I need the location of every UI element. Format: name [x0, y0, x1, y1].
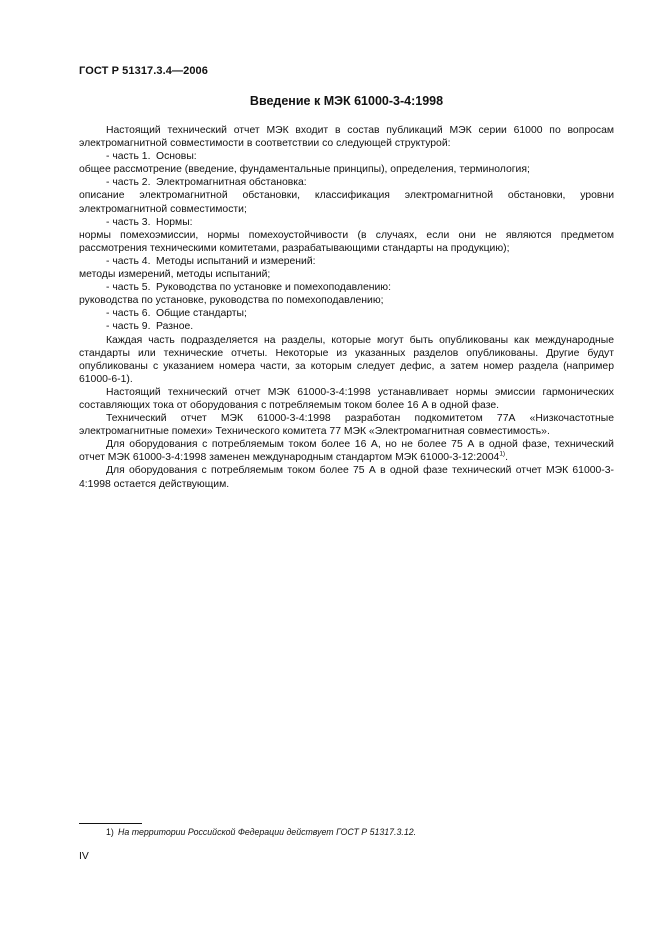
part-item — [79, 281, 614, 294]
part-description: нормы помехоэмиссии, нормы помехоустойчивости (в случаях, если они не являются предметом рассмотрения техническими комитетами, разрабатывающими стандарты на продукцию); — [79, 229, 614, 254]
paragraph-scope: Настоящий технический отчет МЭК 61000-3-4:1998 устанавливает нормы эмиссии гармонических составляющих тока от оборудования с потребляемым током более 16 А в одной фазе. — [79, 386, 614, 411]
part-description: методы измерений, методы испытаний; — [79, 269, 271, 281]
part-description: руководства по установке, руководства по помехоподавлению; — [79, 295, 384, 307]
part-item — [79, 216, 614, 229]
part-item — [79, 150, 614, 163]
part-name: Общие стандарты; — [156, 308, 247, 320]
part-label: - часть 3. — [106, 216, 151, 228]
paragraph-division: Каждая часть подразделяется на разделы, которые могут быть опубликованы как международные стандарты или технические отчеты. Некоторые из указанных разделов опубликованы. Другие будут опубликованы с указанием номера части, за которым следует дефис, а затем номер раздела (например 61000-6-1). — [79, 334, 614, 385]
part-name: Разное. — [156, 321, 194, 333]
part-label: - часть 6. — [106, 308, 151, 320]
paragraph-replaced-text: Для оборудования с потребляемым током более 16 А, но не более 75 А в одной фазе, технический отчет МЭК 61000-3-4:1998 заменен международным стандартом МЭК 61000-3-12:2004 — [79, 439, 614, 464]
footnote-marker: 1) — [106, 827, 114, 837]
section-title: Введение к МЭК 61000-3-4:1998 — [249, 94, 444, 108]
part-name: Нормы: — [156, 216, 193, 228]
footnote-divider — [79, 823, 142, 824]
footnote-text: На территории Российской Федерации действует ГОСТ Р 51317.3.12. — [118, 827, 417, 837]
part-name: Электромагнитная обстановка: — [156, 177, 307, 189]
part-description: общее рассмотрение (введение, фундаментальные принципы), определения, терминология; — [79, 164, 530, 176]
paragraph-developer: Технический отчет МЭК 61000-3-4:1998 разработан подкомитетом 77А «Низкочастотные электромагнитные помехи» Технического комитета 77 МЭК «Электромагнитная совместимость». — [79, 413, 614, 438]
part-item — [79, 307, 614, 320]
part-name: Руководства по установке и помехоподавлению: — [156, 282, 391, 294]
part-item — [79, 320, 614, 333]
part-label: - часть 9. — [106, 321, 151, 333]
part-item — [79, 255, 614, 268]
part-label: - часть 5. — [106, 282, 151, 294]
part-label: - часть 1. — [106, 151, 151, 163]
document-body — [79, 124, 614, 491]
footnote — [106, 827, 626, 837]
footnote-reference: 1) — [499, 450, 506, 458]
part-name: Методы испытаний и измерений: — [156, 255, 316, 267]
part-label: - часть 2. — [106, 177, 151, 189]
paragraph-valid: Для оборудования с потребляемым током более 75 А в одной фазе технический отчет МЭК 61000-3-4:1998 остается действующим. — [79, 465, 614, 490]
document-header: ГОСТ Р 51317.3.4—2006 — [79, 65, 208, 77]
paragraph-intro: Настоящий технический отчет МЭК входит в состав публикаций МЭК серии 61000 по вопросам электромагнитной совместимости в соответствии со следующей структурой: — [79, 125, 614, 150]
part-name: Основы: — [156, 151, 197, 163]
paragraph-replaced-end: . — [505, 452, 508, 464]
part-description: описание электромагнитной обстановки, классификация электромагнитной обстановки, уровни электромагнитной совместимости; — [79, 190, 614, 215]
page-number: IV — [79, 851, 89, 862]
part-item — [79, 176, 614, 189]
paragraph-replaced — [79, 438, 614, 464]
part-label: - часть 4. — [106, 255, 151, 267]
